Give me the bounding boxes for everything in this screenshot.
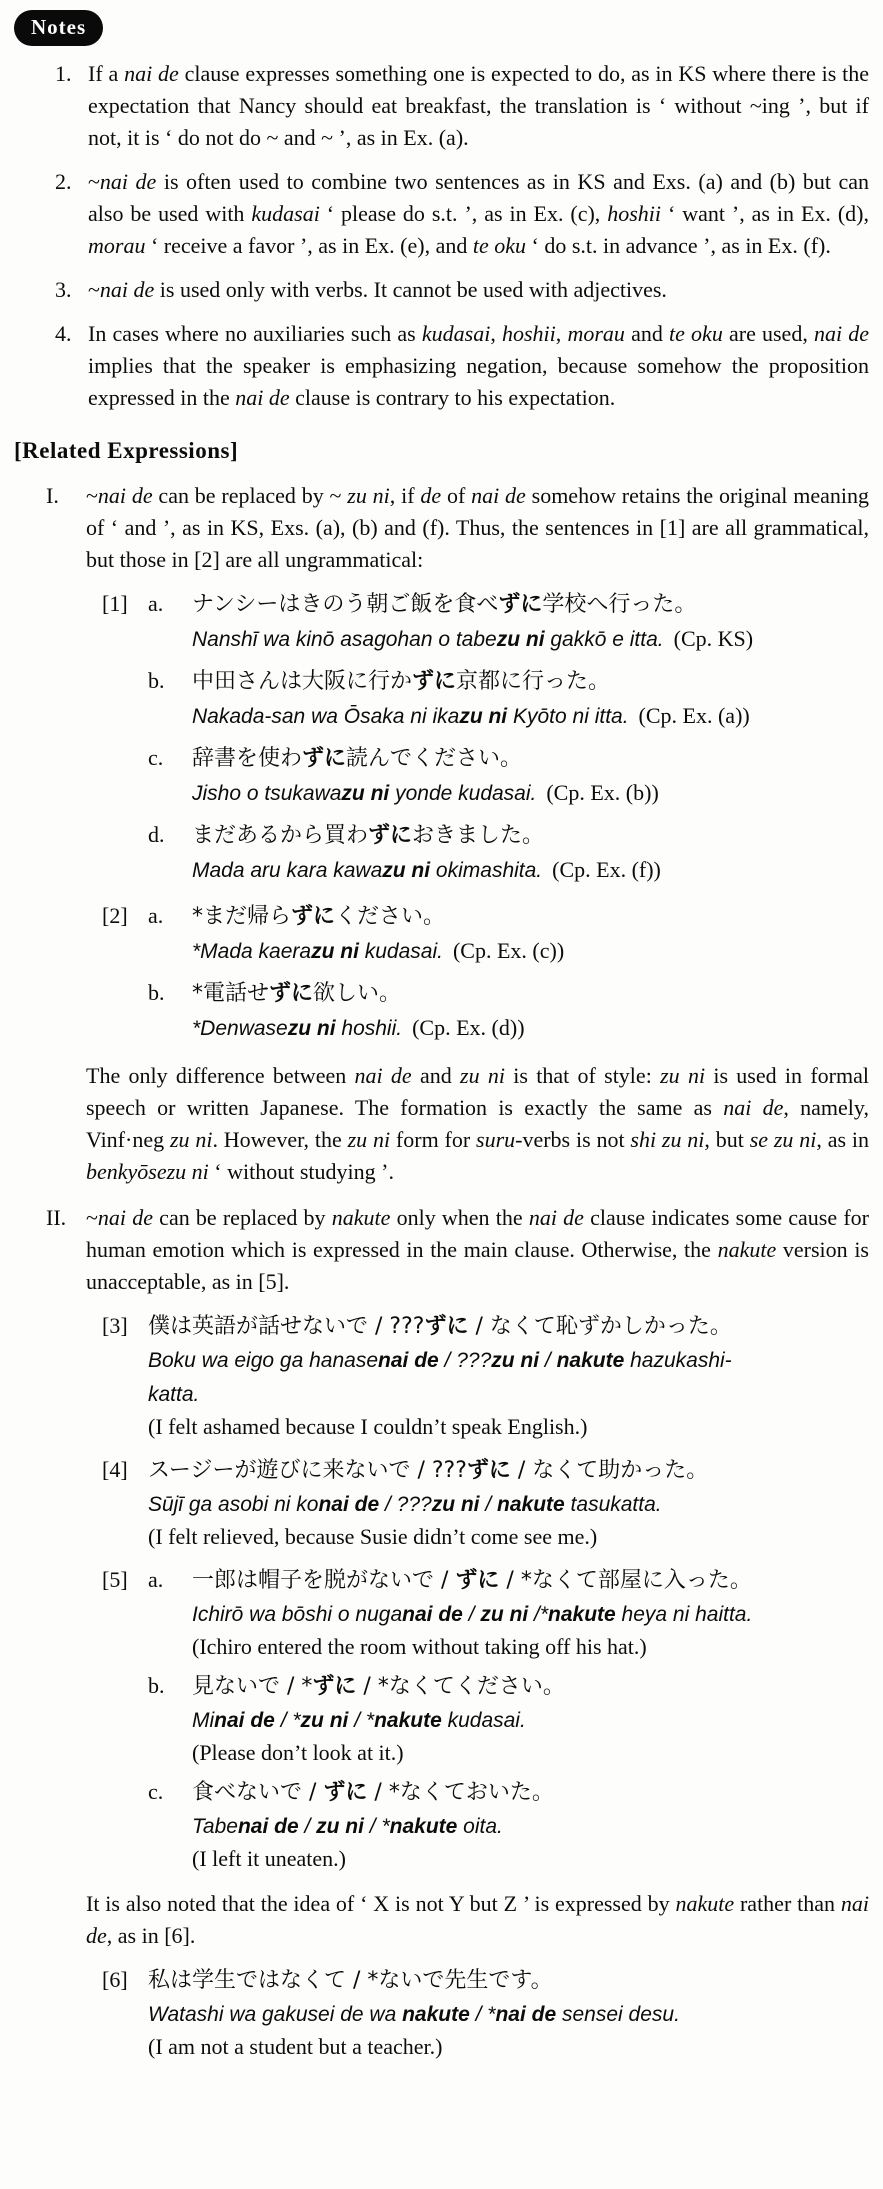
text-segment: ‘ receive a favor ’, as in Ex. (e), and <box>145 233 473 258</box>
text-segment: hoshii <box>607 201 662 226</box>
japanese-sentence <box>192 900 869 934</box>
text-segment: (Cp. Ex. (a)) <box>638 703 750 728</box>
text-segment: ずに <box>455 1568 500 1593</box>
text-segment: nakute <box>402 2003 470 2026</box>
example-bracket: [2] <box>102 903 128 928</box>
text-segment: okimashita. <box>430 859 543 882</box>
text-segment: benkyōsezu ni <box>86 1159 209 1184</box>
example-row-3 <box>0 1310 869 1442</box>
bracket-spacer <box>102 977 148 1046</box>
text-segment: ずに <box>466 1458 511 1483</box>
text-segment: zu ni <box>431 1493 480 1516</box>
text-segment: Boku wa eigo ga hanase <box>148 1349 379 1372</box>
note-text <box>88 58 869 154</box>
example-row-1a <box>0 588 869 657</box>
text-segment: gakkō e itta. <box>544 628 664 651</box>
japanese-sentence <box>192 742 869 776</box>
text-segment: zu ni <box>341 782 390 805</box>
japanese-sentence <box>148 1454 869 1488</box>
text-segment: / *なくて部屋に入った。 <box>499 1568 752 1593</box>
text-segment: (Cp. Ex. (c)) <box>452 938 565 963</box>
text-segment: nai de <box>318 1493 380 1516</box>
text-segment: de <box>420 483 442 508</box>
text-segment: 私は学生ではなくて / *ないで先生です。 <box>148 1968 553 1993</box>
text-segment: clause is contrary to his expectation. <box>289 385 616 410</box>
text-segment: 欲しい。 <box>313 981 402 1006</box>
text-segment: zu ni <box>382 859 431 882</box>
text-segment: zu ni <box>496 628 545 651</box>
text-segment: , if <box>389 483 421 508</box>
text-segment: nai de <box>86 1891 869 1948</box>
note-text <box>88 166 869 262</box>
text-segment: ~ <box>86 1205 98 1230</box>
text-segment: nakute <box>556 1349 625 1372</box>
note-item-3 <box>0 274 869 306</box>
example-content <box>148 1454 869 1552</box>
text-segment: / <box>479 1493 498 1516</box>
text-segment: te oku <box>669 321 723 346</box>
text-segment: ‘ want ’, as in Ex. (d), <box>661 201 869 226</box>
text-segment: ずに <box>424 1314 469 1339</box>
example-row-1d <box>0 819 869 888</box>
text-segment: is used only with verbs. It cannot be used with adjectives. <box>154 277 667 302</box>
english-translation: (Ichiro entered the room without taking off his hat.) <box>192 1634 647 1659</box>
related-expression-section-1 <box>0 480 869 576</box>
text-segment: 学校へ行った。 <box>542 592 697 617</box>
english-translation: (I am not a student but a teacher.) <box>148 2034 443 2059</box>
text-segment: of <box>441 483 472 508</box>
text-segment: ずに <box>498 592 543 617</box>
text-segment: (Cp. Ex. (f)) <box>552 857 661 882</box>
text-segment: / * <box>348 1709 375 1732</box>
text-segment: nakute <box>717 1237 777 1262</box>
text-segment: kudasai. <box>441 1709 526 1732</box>
text-segment: yonde kudasai. <box>389 782 537 805</box>
text-segment: ~ <box>88 169 100 194</box>
text-segment: morau <box>88 233 146 258</box>
japanese-sentence <box>192 819 869 853</box>
text-segment: . However, the <box>212 1127 348 1152</box>
text-segment: zu ni <box>460 1063 505 1088</box>
text-segment: rather than <box>734 1891 841 1916</box>
romaji-sentence <box>192 1598 869 1632</box>
text-segment: , namely, Vinf·neg <box>86 1095 869 1152</box>
text-segment: morau <box>567 321 625 346</box>
text-segment: 京都に行った。 <box>456 669 611 694</box>
section-numeral: II. <box>46 1205 67 1230</box>
text-segment: *Mada kaera <box>192 940 312 963</box>
japanese-sentence <box>148 1964 869 1998</box>
example-letter: a. <box>148 903 164 928</box>
text-segment: are used, <box>722 321 814 346</box>
text-segment: / なくて助かった。 <box>510 1458 709 1483</box>
example-content <box>192 1670 869 1768</box>
example-bracket: [3] <box>102 1313 128 1338</box>
japanese-sentence <box>192 1776 869 1810</box>
example-bracket: [1] <box>102 591 128 616</box>
text-segment: is that of style: <box>505 1063 661 1088</box>
text-segment: nai de <box>402 1603 463 1626</box>
english-translation: (Please don’t look at it.) <box>192 1740 404 1765</box>
example-letter: d. <box>148 822 165 847</box>
section-1-closing-paragraph <box>86 1060 869 1188</box>
example-content <box>192 819 869 888</box>
note-number: 3. <box>55 277 72 302</box>
text-segment: , <box>555 321 568 346</box>
english-translation: (I felt ashamed because I couldn’t speak English.) <box>148 1414 588 1439</box>
example-content <box>192 588 869 657</box>
text-segment: 辞書を使わ <box>192 746 303 771</box>
text-segment: nai de <box>723 1095 784 1120</box>
example-row-2a <box>0 900 869 969</box>
example-letter: b. <box>148 1673 165 1698</box>
text-segment: ずに <box>291 904 336 929</box>
text-segment: Mada aru kara kawa <box>192 859 383 882</box>
text-segment: nai de <box>97 1205 153 1230</box>
example-letter: c. <box>148 1779 164 1804</box>
text-segment: ‘ please do s.t. ’, as in Ex. (c), <box>319 201 608 226</box>
text-segment: zu ni <box>660 1063 706 1088</box>
text-segment: ~ <box>86 483 98 508</box>
text-segment: ください。 <box>335 904 446 929</box>
example-row-5c <box>0 1776 869 1874</box>
example-letter: a. <box>148 1567 164 1592</box>
example-row-5b <box>0 1670 869 1768</box>
example-content <box>192 900 869 969</box>
text-segment: / ??? <box>438 1349 492 1372</box>
text-segment: sensei desu. <box>556 2003 680 2026</box>
text-segment: nai de <box>235 385 290 410</box>
text-segment: nai de <box>813 321 870 346</box>
text-segment: Nakada-san wa Ōsaka ni ika <box>192 705 460 728</box>
bracket-spacer <box>102 819 148 888</box>
romaji-sentence <box>192 1810 869 1844</box>
text-segment: ずに <box>323 1780 368 1805</box>
notes-header-row <box>14 10 869 46</box>
text-segment: スージーが遊びに来ないで / ??? <box>148 1458 467 1483</box>
text-segment: nai de <box>354 1063 412 1088</box>
text-segment: ナンシーはきのう朝ご飯を食べ <box>192 592 499 617</box>
text-segment: Tabe <box>192 1815 238 1838</box>
bracket-spacer <box>102 742 148 811</box>
text-segment: 中田さんは大阪に行か <box>192 669 413 694</box>
example-letter: a. <box>148 591 164 616</box>
text-segment: hoshii <box>502 321 556 346</box>
text-segment: /* <box>528 1603 549 1626</box>
text-segment: *Denwase <box>192 1017 288 1040</box>
japanese-sentence <box>192 1564 869 1598</box>
text-segment: / *なくておいた。 <box>367 1780 554 1805</box>
note-text <box>88 274 869 306</box>
text-segment: nai de <box>99 169 157 194</box>
text-segment: zu ni <box>316 1815 364 1838</box>
romaji-sentence <box>192 1704 869 1738</box>
bracket-spacer <box>102 1776 148 1874</box>
text-segment: 食べないで / <box>192 1780 324 1805</box>
text-segment: , as in [6]. <box>106 1923 196 1948</box>
text-segment: te oku <box>472 233 526 258</box>
text-segment: zu ni <box>300 1709 349 1732</box>
english-translation: (I left it uneaten.) <box>192 1846 346 1871</box>
note-text <box>88 318 869 414</box>
text-segment: kudasai <box>251 201 320 226</box>
text-segment: oita. <box>457 1815 503 1838</box>
text-segment: , as in <box>816 1127 869 1152</box>
bracket-spacer <box>102 1670 148 1768</box>
text-segment: zu ni <box>347 1127 391 1152</box>
notes-section-badge: Notes <box>14 10 103 46</box>
text-segment: is used in formal speech or written Japanese. The formation is exactly the same as <box>86 1063 869 1120</box>
example-content <box>192 1776 869 1874</box>
text-segment: (Cp. KS) <box>673 626 754 651</box>
section-intro <box>86 1202 869 1298</box>
text-segment: おきました。 <box>412 823 545 848</box>
text-segment: ずに <box>368 823 413 848</box>
text-segment: , but <box>704 1127 750 1152</box>
text-segment: zu ni <box>480 1603 529 1626</box>
text-segment: zu ni <box>347 483 390 508</box>
text-segment: 一郎は帽子を脱がないで / <box>192 1568 456 1593</box>
japanese-sentence <box>148 1310 869 1344</box>
text-segment: / <box>462 1603 481 1626</box>
example-row-1c <box>0 742 869 811</box>
text-segment: / * <box>274 1709 301 1732</box>
example-content <box>192 1564 869 1662</box>
example-content <box>192 665 869 734</box>
text-segment: zu ni <box>287 1017 336 1040</box>
example-content <box>192 742 869 811</box>
text-segment: zu ni <box>311 940 359 963</box>
text-segment: ずに <box>269 981 314 1006</box>
text-segment: only when the <box>390 1205 529 1230</box>
romaji-sentence <box>148 1488 869 1522</box>
example-bracket: [6] <box>102 1967 128 1992</box>
text-segment: hoshii. <box>335 1017 403 1040</box>
example-row-2b <box>0 977 869 1046</box>
text-segment: 読んでください。 <box>346 746 523 771</box>
text-segment: 見ないで / * <box>192 1674 313 1699</box>
text-segment: nakute <box>331 1205 391 1230</box>
example-bracket: [5] <box>102 1567 128 1592</box>
text-segment: and <box>411 1063 461 1088</box>
note-number: 4. <box>55 321 72 346</box>
text-segment: clause indicates some cause for human emotion which is expressed in the main clause. Otherwise, the <box>86 1205 869 1262</box>
text-segment: / * <box>469 2003 496 2026</box>
example-row-1b <box>0 665 869 734</box>
romaji-sentence <box>148 1998 869 2032</box>
text-segment: nai de <box>528 1205 584 1230</box>
text-segment: nai de <box>237 1815 299 1838</box>
text-segment: It is also noted that the idea of ‘ X is not Y but Z ’ is expressed by <box>86 1891 676 1916</box>
text-segment: , <box>490 321 502 346</box>
text-segment: ~ <box>88 277 100 302</box>
romaji-sentence <box>192 699 869 734</box>
text-segment: nakute <box>374 1709 442 1732</box>
text-segment: *まだ帰ら <box>192 904 292 929</box>
text-segment: (Cp. Ex. (d)) <box>412 1015 525 1040</box>
example-row-4 <box>0 1454 869 1552</box>
text-segment: nakute <box>497 1493 565 1516</box>
text-segment: shi zu ni <box>630 1127 705 1152</box>
text-segment: and <box>624 321 670 346</box>
text-segment: / *なくてください。 <box>356 1674 565 1699</box>
text-segment: kudasai <box>421 321 491 346</box>
japanese-sentence <box>192 665 869 699</box>
example-letter: c. <box>148 745 164 770</box>
text-segment: zu ni <box>169 1127 213 1152</box>
text-segment: 僕は英語が話せないで / ??? <box>148 1314 425 1339</box>
text-segment: kudasai. <box>358 940 443 963</box>
note-number: 1. <box>55 61 72 86</box>
section-2-closing-paragraph <box>86 1888 869 1952</box>
text-segment: can be replaced by <box>152 1205 332 1230</box>
english-translation: (I felt relieved, because Susie didn’t come see me.) <box>148 1524 598 1549</box>
romaji-sentence <box>192 1011 869 1046</box>
text-segment: ‘ without studying ’. <box>208 1159 394 1184</box>
text-segment: / <box>298 1815 317 1838</box>
text-segment: ずに <box>312 1674 357 1699</box>
note-item-2 <box>0 166 869 262</box>
text-segment: clause expresses something one is expected to do, as in KS where there is the expectation that Nancy should eat breakfast, the translation is ‘ without ~ing ’, but if not, it is ‘ do not do ~ and ~ ’, as in Ex. (a). <box>88 61 869 150</box>
text-segment: Nanshī wa kinō asagohan o tabe <box>192 628 497 651</box>
text-segment: / ??? <box>379 1493 432 1516</box>
text-segment: ずに <box>302 746 347 771</box>
text-segment: zu ni <box>459 705 508 728</box>
bracket-spacer <box>102 665 148 734</box>
section-numeral: I. <box>46 483 59 508</box>
text-segment: / * <box>363 1815 390 1838</box>
note-number: 2. <box>55 169 72 194</box>
text-segment: tasukatta. <box>564 1493 662 1516</box>
text-segment: nakute <box>675 1891 735 1916</box>
example-letter: b. <box>148 980 165 1005</box>
text-segment: nai de <box>471 483 526 508</box>
japanese-sentence <box>192 588 869 622</box>
text-segment: katta. <box>148 1383 200 1406</box>
text-segment: In cases where no auxiliaries such as <box>88 321 422 346</box>
text-segment: implies that the speaker is emphasizing negation, because somehow the proposition expressed in the <box>88 353 869 410</box>
text-segment: suru <box>476 1127 516 1152</box>
example-bracket: [4] <box>102 1457 128 1482</box>
text-segment: nai de <box>214 1709 275 1732</box>
example-content <box>192 977 869 1046</box>
example-content <box>148 1964 869 2062</box>
text-segment: form for <box>390 1127 477 1152</box>
related-expressions-header: [Related Expressions] <box>14 438 239 463</box>
text-segment: Kyōto ni itta. <box>507 705 629 728</box>
text-segment: Sūjī ga asobi ni ko <box>148 1493 319 1516</box>
text-segment: Watashi wa gakusei de wa <box>148 2003 403 2026</box>
text-segment: nakute <box>548 1603 616 1626</box>
note-item-4 <box>0 318 869 414</box>
text-segment: hazukashi- <box>624 1349 732 1372</box>
romaji-sentence <box>192 776 869 811</box>
text-segment: Mi <box>192 1709 215 1732</box>
example-row-6 <box>0 1964 869 2062</box>
text-segment: somehow retains the original meaning of ‘ and ’, as in KS, Exs. (a), (b) and (f). Thus, the sentences in [1] are all grammatical, but those in [2] are all ungrammatical: <box>86 483 869 572</box>
text-segment: heya ni haitta. <box>615 1603 753 1626</box>
japanese-sentence <box>192 1670 869 1704</box>
text-segment: / <box>539 1349 557 1372</box>
section-intro <box>86 480 869 576</box>
romaji-sentence <box>192 853 869 888</box>
text-segment: / なくて恥ずかしかった。 <box>468 1314 732 1339</box>
text-segment: se zu ni <box>749 1127 817 1152</box>
note-item-1 <box>0 58 869 154</box>
example-row-5a <box>0 1564 869 1662</box>
romaji-sentence <box>148 1344 869 1412</box>
text-segment: nakute <box>389 1815 458 1838</box>
example-content <box>148 1310 869 1442</box>
text-segment: Ichirō wa bōshi o nuga <box>192 1603 403 1626</box>
text-segment: nai de <box>378 1349 439 1372</box>
text-segment: Jisho o tsukawa <box>192 782 342 805</box>
text-segment: nai de <box>97 483 153 508</box>
text-segment: is often used to combine two sentences as in KS and Exs. (a) and (b) but can also be used with <box>88 169 869 226</box>
text-segment: version is unacceptable, as in [5]. <box>86 1237 869 1294</box>
japanese-sentence <box>192 977 869 1011</box>
text-segment: -verbs is not <box>515 1127 631 1152</box>
text-segment: まだあるから買わ <box>192 823 369 848</box>
text-segment: nai de <box>124 61 179 86</box>
text-segment: nai de <box>99 277 155 302</box>
text-segment: ずに <box>412 669 457 694</box>
text-segment: If a <box>88 61 125 86</box>
text-segment: can be replaced by ~ <box>152 483 348 508</box>
text-segment: (Cp. Ex. (b)) <box>546 780 659 805</box>
text-segment: zu ni <box>491 1349 540 1372</box>
related-expression-section-2 <box>0 1202 869 1298</box>
text-segment: *電話せ <box>192 981 270 1006</box>
text-segment: nai de <box>495 2003 557 2026</box>
example-letter: b. <box>148 668 165 693</box>
romaji-sentence <box>192 622 869 657</box>
text-segment: ‘ do s.t. in advance ’, as in Ex. (f). <box>526 233 831 258</box>
text-segment: The only difference between <box>86 1063 355 1088</box>
romaji-sentence <box>192 934 869 969</box>
